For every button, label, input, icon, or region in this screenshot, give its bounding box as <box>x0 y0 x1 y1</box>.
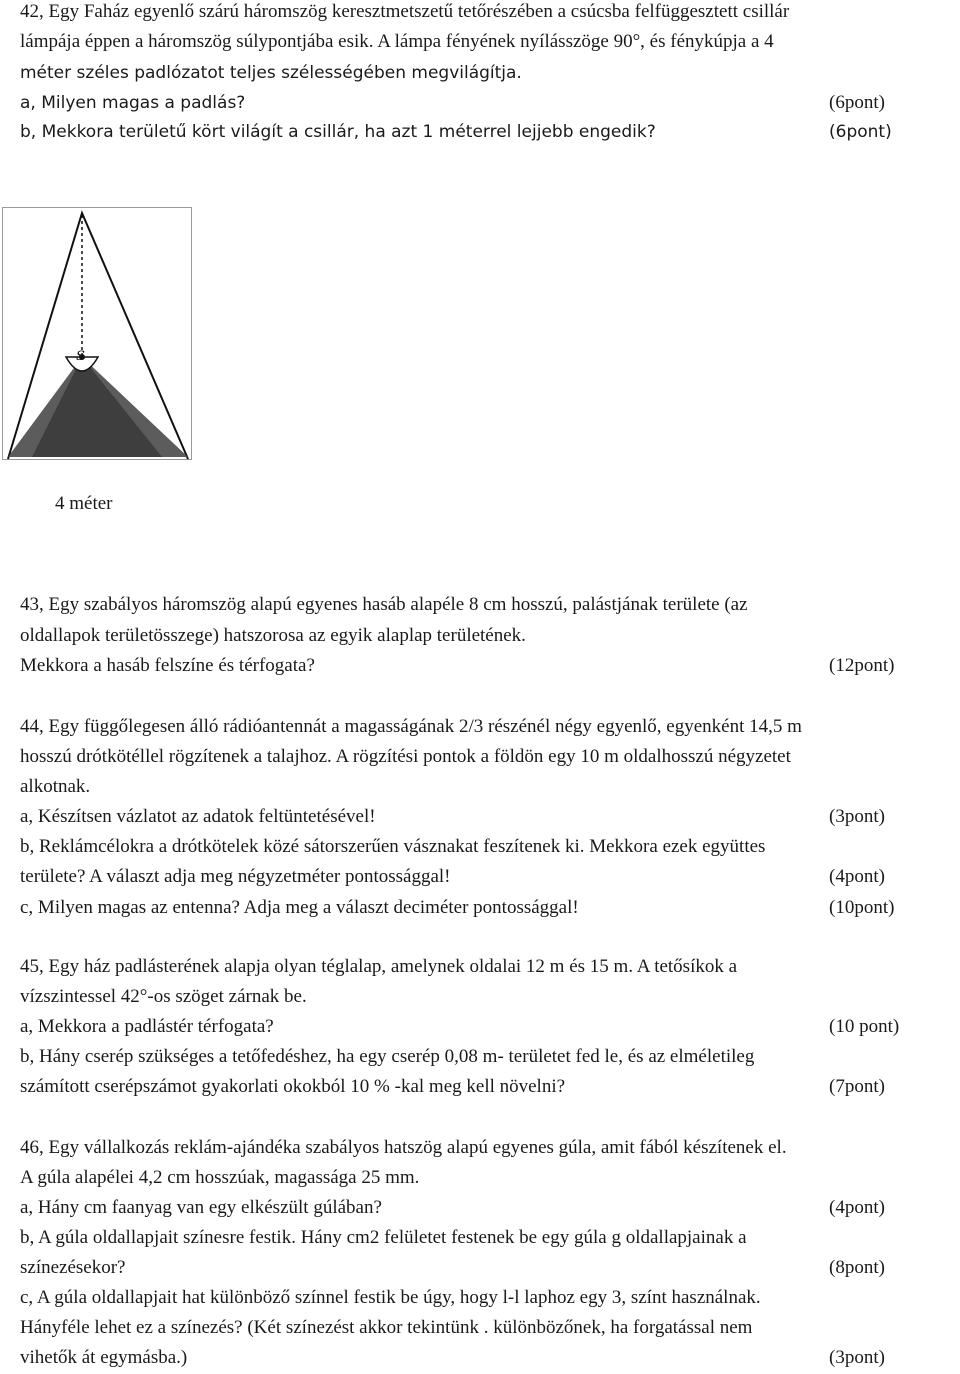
problem-46-question-b-line-2: színezésekor? <box>20 1257 126 1278</box>
problem-42-line-3: méter széles padlózatot teljes szélességében megvilágítja. <box>20 63 522 83</box>
problem-44-question-b-line-2: területe? A választ adja meg négyzetméter pontossággal! <box>20 866 451 887</box>
problem-46-points-c: (3pont) <box>829 1347 885 1368</box>
problem-45-question-a: a, Mekkora a padlástér térfogata? <box>20 1016 274 1037</box>
problem-44-line-1: 44, Egy függőlegesen álló rádióantennát a magasságának 2/3 részénél négy egyenlő, egyenként 14,5 m <box>20 716 802 737</box>
problem-44-points-c: (10pont) <box>829 897 895 918</box>
problem-42-points-a: (6pont) <box>829 92 885 113</box>
problem-44-question-b-line-1: b, Reklámcélokra a drótkötelek közé sátorszerűen vásznakat feszítenek ki. Mekkora ezek együttes <box>20 836 766 857</box>
problem-45-points-a: (10 pont) <box>829 1016 900 1037</box>
problem-46-question-c-line-2: Hányféle lehet ez a színezés? (Két színezést akkor tekintünk . különbözőnek, ha forgatással nem <box>20 1317 753 1338</box>
problem-44-line-2: hosszú drótkötéllel rögzítenek a talajhoz. A rögzítési pontok a földön egy 10 m oldalhosszú négyzetet <box>20 746 791 767</box>
problem-42-line-1: 42, Egy Faház egyenlő szárú háromszög keresztmetszetű tetőrészében a csúcsba felfüggesztett csillár <box>20 1 790 22</box>
problem-46-question-b-line-1: b, A gúla oldallapjait színesre festik. Hány cm2 felületet festenek be egy gúla g oldallapjainak a <box>20 1227 747 1248</box>
problem-44-points-b: (4pont) <box>829 866 885 887</box>
problem-42-points-b: (6pont) <box>829 122 892 142</box>
roof-cross-section-figure <box>2 207 192 460</box>
problem-42-question-b: b, Mekkora területű kört világít a csillár, ha azt 1 méterrel lejjebb engedik? <box>20 122 656 142</box>
problem-45-question-b-line-1: b, Hány cserép szükséges a tetőfedéshez, ha egy cserép 0,08 m- területet fed le, és az elméletileg <box>20 1046 755 1067</box>
problem-45-line-2: vízszintessel 42°-os szöget zárnak be. <box>20 986 307 1007</box>
figure-caption: 4 méter <box>55 493 113 514</box>
problem-46-question-a: a, Hány cm faanyag van egy elkészült gúlában? <box>20 1197 382 1218</box>
problem-46-line-2: A gúla alapélei 4,2 cm hosszúak, magassága 25 mm. <box>20 1167 420 1188</box>
problem-42-line-2: lámpája éppen a háromszög súlypontjába esik. A lámpa fényének nyílásszöge 90°, és fénykúpja a 4 <box>20 31 774 52</box>
problem-44-question-a: a, Készítsen vázlatot az adatok feltüntetésével! <box>20 806 376 827</box>
problem-45-question-b-line-2: számított cserépszámot gyakorlati okokból 10 % -kal meg kell növelni? <box>20 1076 566 1097</box>
problem-46-question-c-line-1: c, A gúla oldallapjait hat különböző színnel festik be úgy, hogy l-l laphoz egy 3, színt használnak. <box>20 1287 761 1308</box>
problem-43-line-2: oldallapok területösszege) hatszorosa az egyik alaplap területének. <box>20 625 526 646</box>
centroid-label: S <box>76 349 85 364</box>
problem-45-line-1: 45, Egy ház padlásterének alapja olyan téglalap, amelynek oldalai 12 m és 15 m. A tetősíkok a <box>20 956 738 977</box>
problem-46-points-a: (4pont) <box>829 1197 885 1218</box>
problem-44-line-3: alkotnak. <box>20 776 91 797</box>
problem-44-question-c: c, Milyen magas az entenna? Adja meg a választ deciméter pontossággal! <box>20 897 579 918</box>
problem-46-points-b: (8pont) <box>829 1257 885 1278</box>
problem-46-line-1: 46, Egy vállalkozás reklám-ajándéka szabályos hatszög alapú egyenes gúla, amit fából készítenek el. <box>20 1137 787 1158</box>
problem-43-line-3: Mekkora a hasáb felszíne és térfogata? <box>20 655 315 676</box>
problem-44-points-a: (3pont) <box>829 806 885 827</box>
problem-42-question-a: a, Milyen magas a padlás? <box>20 93 246 113</box>
problem-45-points-b: (7pont) <box>829 1076 885 1097</box>
problem-43-points: (12pont) <box>829 655 895 676</box>
problem-46-question-c-line-3: vihetők át egymásba.) <box>20 1347 188 1368</box>
problem-43-line-1: 43, Egy szabályos háromszög alapú egyenes hasáb alapéle 8 cm hosszú, palástjának területe (az <box>20 594 748 615</box>
